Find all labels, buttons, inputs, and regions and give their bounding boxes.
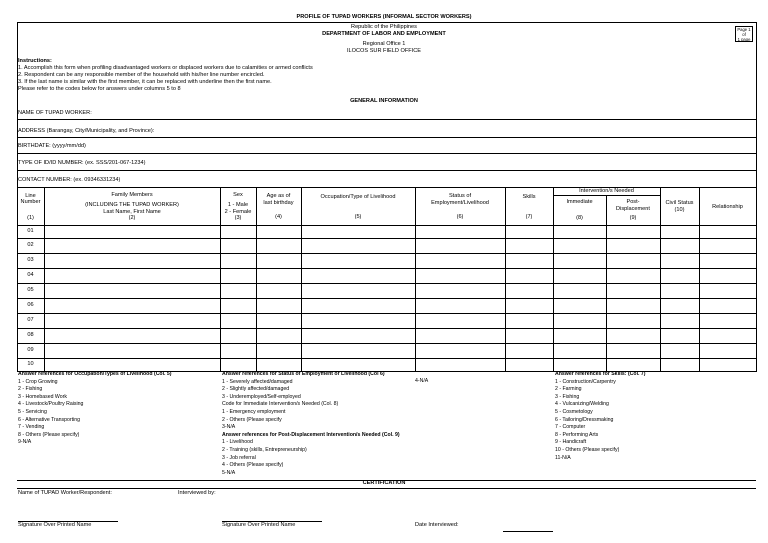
ref-item: 7 - Computer <box>555 424 586 431</box>
row-number: 08 <box>27 332 34 339</box>
ref-item: 7 - Vending <box>18 424 45 431</box>
ref-item: 3-N/A <box>222 424 236 431</box>
col-header-occupation <box>301 189 415 225</box>
col-header-interventions: Intervention/s Needed <box>579 187 634 194</box>
ref-item: 1 - Severely affected/damaged <box>222 378 293 385</box>
ref-item: 4 - Others (Please specify) <box>222 462 284 469</box>
row-line <box>17 343 756 344</box>
frame-right <box>756 22 757 372</box>
row-line <box>17 283 756 284</box>
col-header-immediate <box>553 196 606 225</box>
row-number: 09 <box>27 347 34 354</box>
col-num: (7) <box>525 213 533 220</box>
col-text: Immediate <box>566 199 593 206</box>
row-number: 05 <box>27 287 34 294</box>
col-text: Family Members <box>111 192 153 199</box>
ref-item: 2 - Fishing <box>18 386 43 393</box>
col-text: Last Name, First Name <box>103 208 161 215</box>
ref-item: 5 - Cosmetology <box>555 408 593 415</box>
col-text: Number <box>20 199 41 206</box>
ref-item: 4 - Vulcanizing/Welding <box>555 401 609 408</box>
col-text: Sex <box>233 192 243 199</box>
field-divider <box>17 153 756 154</box>
col-text: Civil Status <box>665 200 694 207</box>
col-header-sex <box>220 189 256 225</box>
row-line <box>17 253 756 254</box>
ref-item: 1 - Construction/Carpentry <box>555 378 616 385</box>
instruction-item: 3. If the last name is similar with the first member, it can be replaced with underline then the first name. <box>18 79 272 85</box>
page-number-box <box>735 26 753 42</box>
col-text: (INCLUDING THE TUPAD WORKER) <box>85 201 179 208</box>
instructions <box>18 58 313 93</box>
ref-item: 1 - Emergency employment <box>222 408 286 415</box>
col-header-relationship: Relationship <box>712 203 743 210</box>
col-header-family <box>44 189 220 225</box>
field-contact-number: CONTACT NUMBER: (ex. 09346331234) <box>18 177 121 183</box>
col-num: (10) <box>674 207 685 213</box>
row-number: 07 <box>27 317 34 324</box>
col-header-skills <box>505 189 553 225</box>
col-header-post-displacement <box>606 196 660 225</box>
ref-item: 4 - Livestock/Poultry Raising <box>18 401 84 408</box>
col-text: Age as of <box>266 193 291 200</box>
instruction-item: Please refer to the codes below for answers under columns 5 to 8 <box>18 86 181 92</box>
ref-item: 11-N/A <box>555 454 571 461</box>
row-line <box>17 268 756 269</box>
col-num: (2) <box>128 215 136 222</box>
col-header-status <box>415 189 505 225</box>
page-box-line1: Page 1 of <box>737 27 751 37</box>
col-header-civil-status <box>660 189 699 225</box>
instruction-item: 2. Respondent can be any responsible member of the household with his/her line number encircled. <box>18 72 265 78</box>
ref-item: 10 - Others (Please specify) <box>555 446 620 453</box>
ref-status <box>222 371 400 477</box>
col-num: (5) <box>354 213 362 220</box>
row-line <box>17 328 756 329</box>
date-line <box>503 531 553 532</box>
ref-item: 3 - Job referral <box>222 454 256 461</box>
col-num: (9) <box>629 215 637 222</box>
col-header-line <box>17 189 44 225</box>
col-text: Post- <box>626 199 640 206</box>
col-num: (6) <box>456 214 464 221</box>
ref-item: 5 - Servicing <box>18 408 47 415</box>
field-address: ADDRESS (Barangay, City/Municipality, and Province): <box>18 128 155 134</box>
row-number: 03 <box>27 257 34 264</box>
field-birthdate: BIRTHDATE: (yyyy/mm/dd) <box>18 143 86 149</box>
col-text: 1 - Male <box>227 201 249 208</box>
ref-occupation <box>18 371 172 447</box>
field-name: NAME OF TUPAD WORKER: <box>18 110 92 116</box>
ref-skills <box>555 371 646 462</box>
col-num: (3) <box>234 215 242 222</box>
field-id-number: TYPE OF ID/ID NUMBER: (ex. SSS/201-067-1234) <box>18 160 146 166</box>
row-line <box>17 298 756 299</box>
ref-item: 3 - Homebased Work <box>18 393 67 400</box>
respondent-signature-label: Signature Over Printed Name <box>18 522 92 528</box>
ref-item: 2 - Slightly affected/damaged <box>222 386 290 393</box>
ref-item: 2 - Farming <box>555 386 582 393</box>
ref-title: Answer references for Status of Employment or Livelihood (Col 6) <box>222 371 385 377</box>
row-line <box>17 238 756 239</box>
row-number: 02 <box>27 242 34 249</box>
field-divider <box>17 137 756 138</box>
col-text: Status of <box>448 193 472 200</box>
col-text: last birthday <box>263 199 294 206</box>
row-number: 06 <box>27 302 34 309</box>
ref-item: 8 - Performing Arts <box>555 431 599 438</box>
col-text: Line <box>25 192 36 199</box>
col-text: Skills <box>522 193 536 200</box>
regional-office-text: Regional Office 1 <box>362 41 406 47</box>
ref-item: 2 - Others (Please specify <box>222 416 282 423</box>
general-info-title: GENERAL INFORMATION <box>350 98 418 104</box>
instructions-title: Instructions: <box>18 58 52 64</box>
ref-item: 5-N/A <box>222 469 236 476</box>
ref-item: 6 - Alternative Transporting <box>18 416 80 423</box>
interviewed-by-label: Interviewed by: <box>178 490 216 496</box>
row-line <box>17 358 756 359</box>
row-number: 04 <box>27 272 34 279</box>
col-header-age <box>256 189 301 225</box>
frame-top <box>17 22 756 23</box>
certification-title: CERTIFICATION <box>362 480 406 486</box>
ref-title: Answer references for Skills: (Col. 7) <box>555 371 646 377</box>
ref-status-na: 4-N/A <box>415 378 429 384</box>
row-number: 10 <box>27 361 34 368</box>
ref-item: 9-N/A <box>18 439 32 446</box>
page-box-line2: 1 page <box>737 37 751 42</box>
row-line <box>17 313 756 314</box>
field-divider <box>17 119 756 120</box>
col-num: (4) <box>275 214 282 221</box>
col-text: Occupation/Type of Livelihood <box>320 193 396 200</box>
instruction-item: 1. Accomplish this form when profiling disadvantaged workers or displaced workers due to calamities or armed conflicts <box>18 65 313 71</box>
document-title: PROFILE OF TUPAD WORKERS (INFORMAL SECTOR WORKERS) <box>296 14 472 20</box>
ref-item: 2 - Training (skills, Entrepreneurship) <box>222 446 307 453</box>
col-num: (8) <box>576 215 583 221</box>
ref-title: Answer references for Occupation/Types of Livelihood (Col. 5) <box>18 371 172 377</box>
ref-item: 1 - Crop Growing <box>18 378 58 385</box>
respondent-label: Name of TUPAD Worker/Respondent: <box>18 490 112 496</box>
col-num: (1) <box>27 214 34 221</box>
certification-divider <box>17 488 756 489</box>
interviewer-signature-label: Signature Over Printed Name <box>222 522 296 528</box>
ref-item: 8 - Others (Please specify) <box>18 431 80 438</box>
ref-item: 6 - Tailoring/Dressmaking <box>555 416 614 423</box>
ref-title: Answer references for Post-Displacement Intervention/s Needed (Col. 9) <box>222 431 400 438</box>
field-divider <box>17 170 756 171</box>
col-text: 2 - Female <box>224 208 252 215</box>
row-number: 01 <box>27 228 34 235</box>
header-bottom <box>17 225 756 226</box>
ref-item: 3 - Underemployed/Self-employed <box>222 393 301 400</box>
ref-item: 9 - Handicraft <box>555 439 587 446</box>
ref-item: 1 - Livelihood <box>222 439 253 446</box>
col-text: Employment/Livelihood <box>431 199 489 206</box>
republic-text: Republic of the Philippines <box>351 24 417 30</box>
ref-item: 3 - Fishing <box>555 393 580 400</box>
field-office-text: ILOCOS SUR FIELD OFFICE <box>347 48 421 54</box>
date-interviewed-label: Date Interviewed: <box>415 522 459 528</box>
department-text: DEPARTMENT OF LABOR AND EMPLOYMENT <box>322 31 446 37</box>
ref-subtitle: Code for Immediate Intervention/s Needed (Col. 8) <box>222 401 339 408</box>
col-text: Displacement <box>616 205 650 212</box>
